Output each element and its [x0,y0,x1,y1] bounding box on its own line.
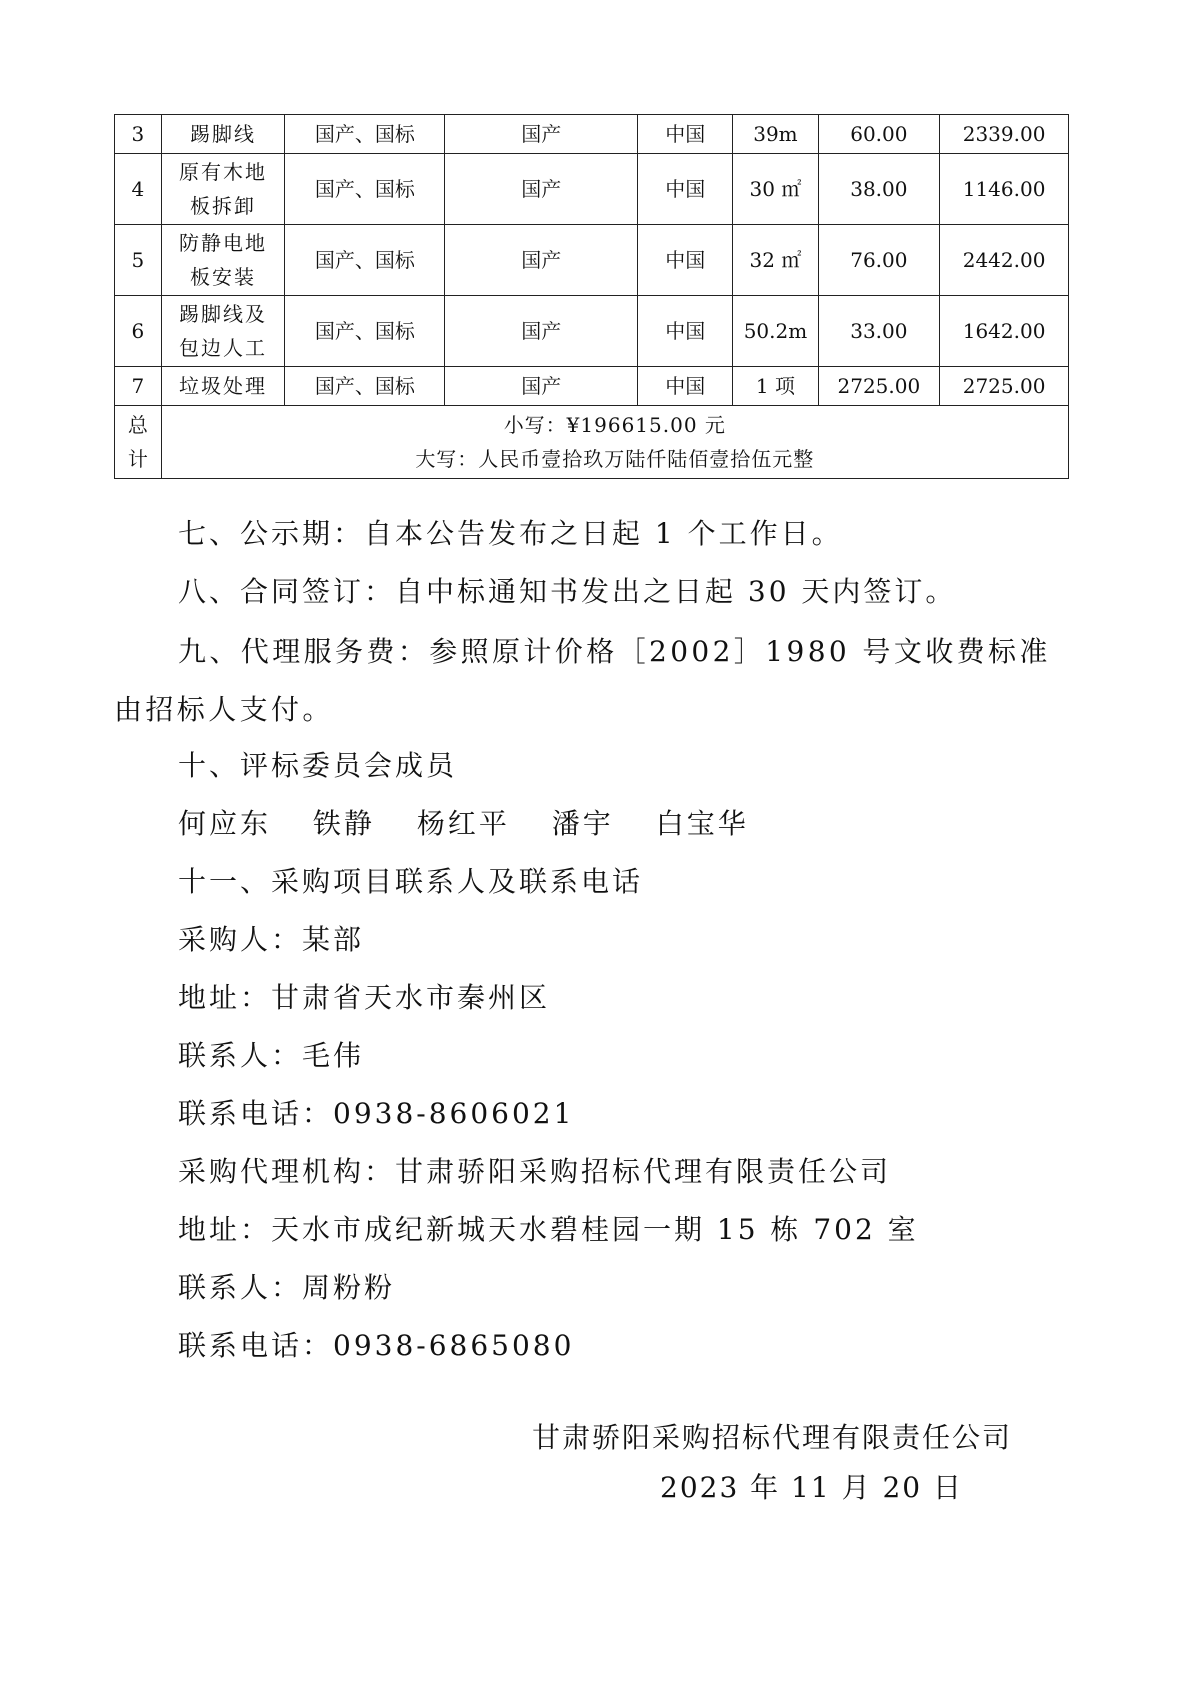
committee-member: 铁静 [312,807,375,840]
row-number: 5 [115,225,162,296]
contract-signing: 八、合同签订：自中标通知书发出之日起 30 天内签订。 [178,575,957,608]
item-unit-price: 38.00 [818,154,940,225]
item-quantity: 30 ㎡ [733,154,818,225]
item-origin: 中国 [638,367,733,406]
agency-name: 采购代理机构：甘肃骄阳采购招标代理有限责任公司 [178,1155,892,1188]
signature-date: 2023 年 11 月 20 日 [660,1471,964,1504]
row-number: 4 [115,154,162,225]
item-amount: 1642.00 [940,296,1069,367]
buyer-address: 地址：甘肃省天水市秦州区 [178,981,551,1014]
item-amount: 2442.00 [940,225,1069,296]
item-brand: 国产 [445,367,638,406]
table-row [115,154,1069,225]
buyer-contact: 联系人：毛伟 [178,1039,365,1072]
table-row [115,115,1069,154]
agency-contact: 联系人：周粉粉 [178,1271,396,1304]
total-amount-cell [161,406,1068,479]
item-brand: 国产 [445,154,638,225]
item-amount: 2339.00 [940,115,1069,154]
buyer-name: 采购人：某部 [178,923,365,956]
item-unit-price: 33.00 [818,296,940,367]
row-number: 6 [115,296,162,367]
item-spec: 国产、国标 [285,367,445,406]
committee-title: 十、评标委员会成员 [178,749,458,782]
table-row [115,296,1069,367]
total-label: 总计 [115,406,162,479]
row-number: 3 [115,115,162,154]
item-origin: 中国 [638,115,733,154]
item-name: 防静电地板安装 [161,225,285,296]
publicity-period: 七、公示期：自本公告发布之日起 1 个工作日。 [178,517,843,550]
agency-phone: 联系电话：0938-6865080 [178,1329,575,1362]
contact-title: 十一、采购项目联系人及联系电话 [178,865,644,898]
item-unit-price: 2725.00 [818,367,940,406]
item-spec: 国产、国标 [285,115,445,154]
total-lowercase: 小写：¥196615.00 元 [503,413,726,437]
committee-member: 何应东 [178,807,272,840]
item-quantity: 50.2m [733,296,818,367]
item-quantity: 32 ㎡ [733,225,818,296]
item-unit-price: 60.00 [818,115,940,154]
item-origin: 中国 [638,154,733,225]
buyer-phone: 联系电话：0938-8606021 [178,1097,575,1130]
row-number: 7 [115,367,162,406]
committee-member: 白宝华 [655,807,749,840]
item-brand: 国产 [445,115,638,154]
committee-member: 潘宇 [551,807,614,840]
item-spec: 国产、国标 [285,225,445,296]
total-row [115,406,1069,479]
table-row [115,367,1069,406]
agency-fee: 九、代理服务费：参照原计价格［2002］1980 号文收费标准由招标人支付。 [114,635,1051,726]
item-spec: 国产、国标 [285,296,445,367]
committee-member: 杨红平 [416,807,510,840]
item-name: 踢脚线 [161,115,285,154]
item-origin: 中国 [638,296,733,367]
item-unit-price: 76.00 [818,225,940,296]
item-quantity: 1 项 [733,367,818,406]
signature-company: 甘肃骄阳采购招标代理有限责任公司 [532,1421,1013,1454]
item-name: 踢脚线及包边人工 [161,296,285,367]
item-amount: 2725.00 [940,367,1069,406]
item-name: 垃圾处理 [161,367,285,406]
item-name: 原有木地板拆卸 [161,154,285,225]
committee-members [178,804,779,844]
item-brand: 国产 [445,225,638,296]
item-brand: 国产 [445,296,638,367]
item-origin: 中国 [638,225,733,296]
table-row [115,225,1069,296]
item-quantity: 39m [733,115,818,154]
item-spec: 国产、国标 [285,154,445,225]
item-amount: 1146.00 [940,154,1069,225]
total-uppercase: 大写：人民币壹拾玖万陆仟陆佰壹拾伍元整 [415,447,815,471]
items-table [114,114,1069,479]
agency-address: 地址：天水市成纪新城天水碧桂园一期 15 栋 702 室 [178,1213,919,1246]
